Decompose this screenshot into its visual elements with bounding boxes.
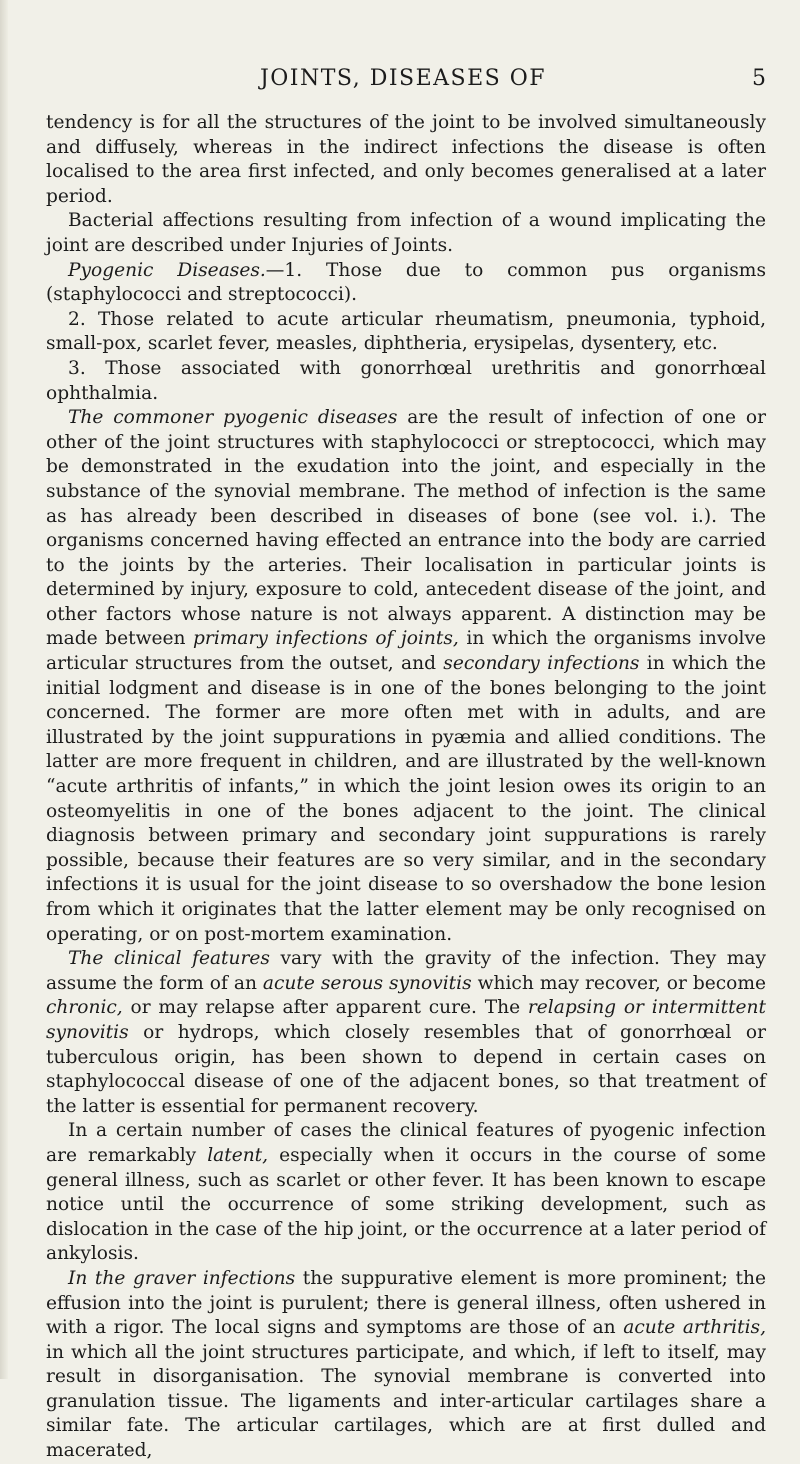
italic-run: relapsing or intermittent synovitis bbox=[46, 997, 766, 1043]
italic-run: The commoner pyogenic diseases bbox=[68, 407, 398, 429]
page-edge bbox=[0, 0, 8, 1379]
text-run: or hydrops, which closely resembles that of gonorrhœal or tuberculous origin, has been shown to depend in certain cases on staphylococcal disease of one of the adjacent bones, so that treatment of the latter is essential for permanent recovery. bbox=[46, 1021, 766, 1117]
text-run: 2. Those related to acute articular rheumatism, pneumonia, typhoid, small-pox, scarlet fever, measles, diphtheria, erysipelas, dysentery, etc. bbox=[46, 308, 766, 355]
text-run: or may relapse after apparent cure. The bbox=[122, 997, 528, 1019]
paragraph bbox=[46, 308, 766, 357]
text-run: vary with the gravity of the infection. They may assume the form of an bbox=[46, 948, 767, 994]
paragraph bbox=[46, 111, 766, 209]
page-title: JOINTS, DISEASES OF bbox=[259, 66, 547, 91]
text-run: in which the initial lodgment and disease is in one of the bones belonging to the joint concerned. The former are more often met with in adults, and are illustrated by the joint suppurations in pyæmia and allied conditions. The latter are more frequent in children, and are illustrated by the well-known “acute arthritis of infants,” in which the joint lesion owes its origin to an osteomyelitis in one of the bones adjacent to the joint. The clinical diagnosis between primary and secondary joint suppurations is rarely possible, because their features are so very similar, and in the secondary infections it is usual for the joint disease to so overshadow the bone lesion from which it originates that the latter element may be only recognised on operating, or on post-mortem examination. bbox=[46, 653, 766, 945]
text-run: —1. Those due to common pus organisms (staphylococci and streptococci). bbox=[46, 259, 766, 306]
paragraph bbox=[46, 1119, 766, 1267]
text-run: In a certain number of cases the clinical features of pyogenic infection are remarkably bbox=[46, 1120, 766, 1166]
text-run: in which all the joint structures participate, and which, if left to itself, may result in disorganisation. The synovial membrane is converted into granulation tissue. The ligaments and inter-articular cartilages share a similar fate. The articular cartilages, which are at first dulled and macerated, bbox=[46, 1341, 766, 1462]
page-number: 5 bbox=[752, 66, 766, 91]
paragraph bbox=[46, 406, 766, 947]
running-head bbox=[40, 64, 766, 94]
text-run: are the result of infection of one or other of the joint structures with staphylococci or streptococci, which may be demonstrated in the exudation into the joint, and especially in the substance of the synovial membrane. The method of infection is the same as has already been described in diseases of bone (see vol. i.). The organisms concerned having effected an entrance into the body are carried to the joints by the arteries. Their localisation in particular joints is determined by injury, exposure to cold, antecedent disease of the joint, and other factors whose nature is not always apparent. A distinction may be made between bbox=[46, 407, 766, 650]
italic-run: secondary infections bbox=[443, 653, 640, 675]
text-run: Bacterial affections resulting from infection of a wound implicating the joint are described under Injuries of Joints. bbox=[46, 210, 766, 256]
body-text bbox=[46, 111, 766, 1464]
text-run: 3. Those associated with gonorrhœal urethritis and gonorrhœal ophthalmia. bbox=[46, 357, 766, 404]
italic-run: In the graver infections bbox=[68, 1267, 296, 1289]
text-run: especially when it occurs in the course of some general illness, such as scarlet or other fever. It has been known to escape notice until the occurrence of some striking development, such as dislocation in the case of the hip joint, or the occurrence at a later period of ankylosis. bbox=[46, 1144, 766, 1265]
italic-run: Pyogenic Diseases. bbox=[68, 259, 266, 281]
italic-run: acute serous synovitis bbox=[262, 972, 472, 994]
italic-run: chronic, bbox=[46, 997, 123, 1019]
text-run: which may recover, or become bbox=[471, 972, 766, 994]
paragraph bbox=[46, 1267, 766, 1464]
text-run: in which the organisms involve articular structures from the outset, and bbox=[46, 628, 767, 675]
italic-run: primary infections of joints, bbox=[193, 628, 459, 650]
italic-run: acute arthritis, bbox=[623, 1317, 766, 1339]
italic-run: latent, bbox=[207, 1144, 269, 1166]
paragraph bbox=[46, 259, 766, 308]
paragraph bbox=[46, 209, 766, 258]
italic-run: The clinical features bbox=[68, 948, 270, 970]
paragraph bbox=[46, 947, 766, 1119]
text-run: the suppurative element is more prominent; the effusion into the joint is purulent; there is general illness, often ushered in with a rigor. The local signs and symptoms are those of an bbox=[46, 1267, 766, 1339]
paragraph bbox=[46, 357, 766, 406]
text-run: tendency is for all the structures of the joint to be involved simultaneously and diffusely, whereas in the indirect infections the disease is often localised to the area first infected, and only becomes generalised at a later period. bbox=[46, 112, 766, 207]
